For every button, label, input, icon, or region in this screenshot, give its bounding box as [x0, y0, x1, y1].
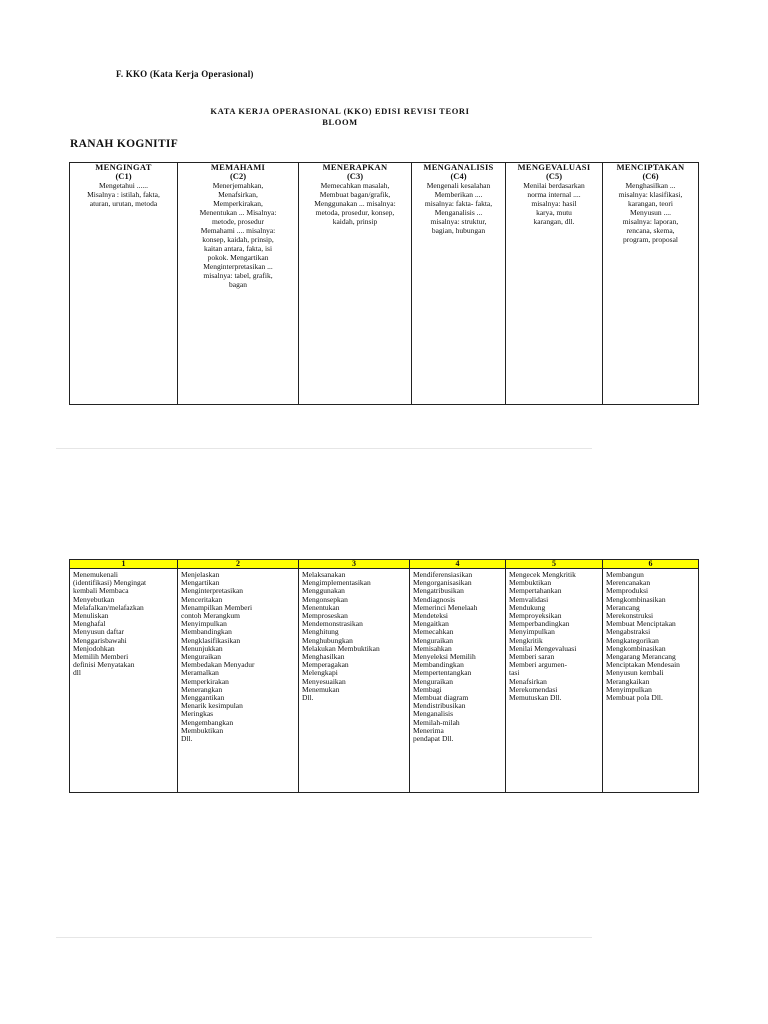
verb-item: Menyimpulkan [181, 619, 227, 629]
verb-item: Mengecek Mengkritik [509, 570, 576, 579]
cognitive-content-line: misalnya: fakta- fakta, [424, 199, 493, 208]
cognitive-content-line: Menentukan ... Misalnya: [199, 208, 277, 217]
cognitive-content-line: misalnya: klasifikasi, [618, 190, 683, 199]
verb-item: Dll. [302, 693, 314, 703]
header-c1: MENGINGAT (C1) [70, 163, 178, 182]
verb-header-4: 4 [410, 560, 506, 569]
verb-item: Membandingkan [413, 660, 464, 670]
verb-header-2: 2 [178, 560, 299, 569]
verb-item: Memberi saran [509, 652, 555, 662]
verb-header-6: 6 [603, 560, 699, 569]
verb-item: Menemukenali [73, 570, 118, 579]
header-c3: MENERAPKAN (C3) [299, 163, 412, 182]
cognitive-content-row [70, 181, 699, 405]
cognitive-content-line: Mengenali kesalahan [426, 181, 491, 190]
verb-header-1: 1 [70, 560, 178, 569]
cognitive-content-line: bagian, hubungan [431, 226, 486, 235]
verb-item: Melaksanakan [302, 570, 346, 579]
verb-item: Memecahkan [413, 627, 454, 637]
cognitive-content-line: aturan, urutan, metoda [89, 199, 158, 208]
verb-header-row [70, 560, 699, 569]
verb-item: tasi [509, 668, 520, 678]
verb-item: Menilai Mengevaluasi [509, 643, 577, 653]
verb-item: Menghitung [302, 627, 339, 637]
verb-item: Meringkas [181, 709, 214, 719]
verb-item: Menentukan [302, 602, 340, 612]
verb-item: Mendiferensiasikan [413, 570, 473, 579]
verb-item: Mendemonstrasikan [302, 619, 363, 629]
cognitive-content-line: misalnya: hasil [531, 199, 577, 208]
cognitive-content-line: Memberikan .... [434, 190, 483, 199]
cognitive-content-line: Membuat bagan/grafik, [319, 190, 391, 199]
verb-item: Melakukan Membuktikan [302, 643, 380, 653]
verb-item: Mendukung [509, 602, 546, 612]
cognitive-content-line: karangan, teori [628, 199, 673, 208]
verb-item: Membuat Menciptakan [606, 619, 676, 629]
verb-item: Merangkaikan [606, 676, 650, 686]
verb-item: Memerinci Menelaah [413, 602, 478, 612]
verb-item: Menggunakan [302, 586, 345, 596]
cognitive-content-line: misalnya: tabel, grafik, [203, 271, 273, 280]
content-c4 [412, 181, 506, 405]
cognitive-content-line: Menafsirkan, [218, 190, 258, 199]
verb-item: Merekomendasi [509, 684, 558, 694]
cognitive-content-line: program, proposal [623, 235, 678, 244]
verb-item: Menemukan [302, 684, 340, 694]
verb-item: Menuliskan [73, 611, 109, 621]
verb-item: Mengartikan [181, 578, 220, 588]
cognitive-content-line: Mengetahui ...... [99, 181, 148, 190]
verb-item: definisi Menyatakan [73, 660, 135, 670]
verb-item: Menampilkan Memberi [181, 602, 253, 612]
verb-item: Mengonsepkan [302, 594, 348, 604]
verb-item: Mengatribusikan [413, 586, 464, 596]
verb-table [69, 559, 699, 793]
title-line-1: KATA KERJA OPERASIONAL (KKO) EDISI REVISI TEORI [210, 106, 470, 116]
verb-item: Menciptakan Mendesain [606, 660, 680, 670]
cognitive-header-row [70, 163, 699, 182]
verb-item: Memutuskan Dll. [509, 693, 562, 703]
cognitive-content-line: karya, mutu [536, 208, 572, 217]
verb-column-3 [299, 569, 410, 793]
cognitive-content-line: Menilai berdasarkan [523, 181, 585, 190]
verb-item: Menyeleksi Memilih [413, 652, 476, 662]
verb-item: Melafalkan/melafazkan [73, 602, 144, 612]
verb-column-4 [410, 569, 506, 793]
cognitive-content-line: bagan [229, 280, 247, 289]
verb-item: Memberi argumen- [509, 660, 567, 670]
cognitive-content-line: norma internal .... [527, 190, 581, 199]
verb-item: Menyimpulkan [606, 684, 652, 694]
verb-item: Membagi [413, 684, 442, 694]
verb-item: Membedakan Menyadur [181, 660, 255, 670]
content-c5 [506, 181, 603, 405]
cognitive-content-line: pokok. Mengartikan [207, 253, 269, 262]
verb-header-5: 5 [506, 560, 603, 569]
cognitive-content-line: karangan, dll. [533, 217, 575, 226]
verb-item: Menceritakan [181, 594, 223, 604]
verb-item: Memilih Memberi [73, 652, 129, 662]
verb-item: Menginterpretasikan [181, 586, 244, 596]
content-c6 [603, 181, 699, 405]
verb-item: Menghafal [73, 619, 106, 629]
verb-item: Mengkategorikan [606, 635, 659, 645]
verb-item: Mengaitkan [413, 619, 449, 629]
verb-item: Mengkritik [509, 635, 543, 645]
cognitive-content-line: Menyusun .... [629, 208, 672, 217]
verb-item: dll [73, 668, 81, 678]
verb-item: Memproyeksikan [509, 611, 562, 621]
verb-item: kembali Membaca [73, 586, 129, 596]
verb-item: Membangun [606, 570, 644, 579]
verb-item: Memisahkan [413, 643, 452, 653]
verb-item: Melengkapi [302, 668, 338, 678]
section-heading: F. KKO (Kata Kerja Operasional) [116, 69, 254, 79]
verb-item: Mempertahankan [509, 586, 562, 596]
header-c5: MENGEVALUASI (C5) [506, 163, 603, 182]
divider [56, 448, 592, 449]
verb-item: Menyesuaikan [302, 676, 346, 686]
cognitive-level-table [69, 162, 699, 405]
verb-item: Menghubungkan [302, 635, 353, 645]
verb-item: Memilah-milah [413, 717, 460, 727]
verb-column-5 [506, 569, 603, 793]
verb-item: Mengarang Merancang [606, 652, 676, 662]
verb-item: Menerima [413, 725, 444, 735]
verb-item: Menunjukkan [181, 643, 223, 653]
verb-item: Menjodohkan [73, 643, 115, 653]
cognitive-content-line: Misalnya : istilah, fakta, [87, 190, 160, 199]
content-c2 [178, 181, 299, 405]
verb-item: Menyusun kembali [606, 668, 664, 678]
verb-item: Memperagakan [302, 660, 349, 670]
cognitive-content-line: kaitan antara, fakta, isi [203, 244, 273, 253]
cognitive-content-line: Memahami .... misalnya: [200, 226, 276, 235]
cognitive-content-line: metode, prosedur [211, 217, 265, 226]
verb-column-2 [178, 569, 299, 793]
document-title [200, 106, 480, 128]
verb-item: Menarik kesimpulan [181, 701, 243, 711]
verb-header-3: 3 [299, 560, 410, 569]
verb-item: Menjelaskan [181, 570, 220, 579]
cognitive-content-line: Menghasilkan ... [625, 181, 676, 190]
verb-content-row [70, 569, 699, 793]
verb-item: Menguraikan [413, 635, 453, 645]
divider [56, 937, 592, 938]
cognitive-content-line: rencana, skema, [626, 226, 675, 235]
verb-item: Memperbandingkan [509, 619, 570, 629]
cognitive-content-line: Menganalisis ... [434, 208, 483, 217]
verb-item: Memproseskan [302, 611, 348, 621]
verb-item: contoh Merangkum [181, 611, 240, 621]
verb-item: Menggarisbawahi [73, 635, 127, 645]
verb-item: Mendeteksi [413, 611, 448, 621]
verb-column-1 [70, 569, 178, 793]
verb-item: pendapat Dll. [413, 734, 454, 744]
verb-item: Menyimpulkan [509, 627, 555, 637]
verb-column-6 [603, 569, 699, 793]
verb-item: Menafsirkan [509, 676, 547, 686]
verb-item: Mempertentangkan [413, 668, 472, 678]
verb-item: Merekonstruksi [606, 611, 654, 621]
content-c3 [299, 181, 412, 405]
cognitive-content-line: misalnya: laporan, [622, 217, 679, 226]
verb-item: Mengkombinasikan [606, 594, 666, 604]
verb-item: Membuat pola Dll. [606, 693, 663, 703]
verb-item: Menggantikan [181, 693, 225, 703]
cognitive-content-line: kaidah, prinsip [332, 217, 378, 226]
verb-item: (identifikasi) Mengingat [73, 578, 147, 588]
verb-item: Mendistribusikan [413, 701, 466, 711]
cognitive-content-line: metoda, prosedur, konsep, [315, 208, 395, 217]
verb-item: Memproduksi [606, 586, 649, 596]
verb-item: Merencanakan [606, 578, 651, 588]
verb-item: Membuktikan [181, 725, 224, 735]
verb-item: Memperkirakan [181, 676, 229, 686]
verb-item: Mengimplementasikan [302, 578, 371, 588]
verb-item: Membuat diagram [413, 693, 469, 703]
cognitive-content-line: Memecahkan masalah, [320, 181, 390, 190]
verb-item: Membuktikan [509, 578, 552, 588]
verb-item: Membandingkan [181, 627, 232, 637]
verb-item: Memvalidasi [509, 594, 549, 604]
verb-item: Menguraikan [181, 652, 221, 662]
verb-item: Merancang [606, 602, 640, 612]
verb-item: Dll. [181, 734, 193, 744]
verb-item: Mengklasifikasikan [181, 635, 241, 645]
verb-item: Mendiagnosis [413, 594, 456, 604]
verb-item: Mengkombinasikan [606, 643, 666, 653]
header-c2: MEMAHAMI (C2) [178, 163, 299, 182]
verb-item: Menguraikan [413, 676, 453, 686]
cognitive-content-line: Menginterpretasikan ... [203, 262, 273, 271]
verb-item: Menerangkan [181, 684, 223, 694]
verb-item: Meramalkan [181, 668, 219, 678]
verb-item: Mengembangkan [181, 717, 234, 727]
cognitive-content-line: konsep, kaidah, prinsip, [202, 235, 274, 244]
content-c1 [70, 181, 178, 405]
verb-item: Menghasilkan [302, 652, 345, 662]
header-c6: MENCIPTAKAN (C6) [603, 163, 699, 182]
ranah-heading: RANAH KOGNITIF [70, 138, 179, 150]
verb-item: Menganalisis [413, 709, 453, 719]
cognitive-content-line: misalnya: struktur, [430, 217, 487, 226]
verb-item: Menyebutkan [73, 594, 115, 604]
title-line-2: BLOOM [322, 117, 358, 127]
verb-item: Menyusun daftar [73, 627, 125, 637]
cognitive-content-line: Menerjemahkan, [212, 181, 264, 190]
header-c4: MENGANALISIS (C4) [412, 163, 506, 182]
verb-item: Mengorganisasikan [413, 578, 472, 588]
verb-item: Mengabstraksi [606, 627, 651, 637]
cognitive-content-line: Menggunakan ... misalnya: [314, 199, 396, 208]
cognitive-content-line: Memperkirakan, [213, 199, 263, 208]
